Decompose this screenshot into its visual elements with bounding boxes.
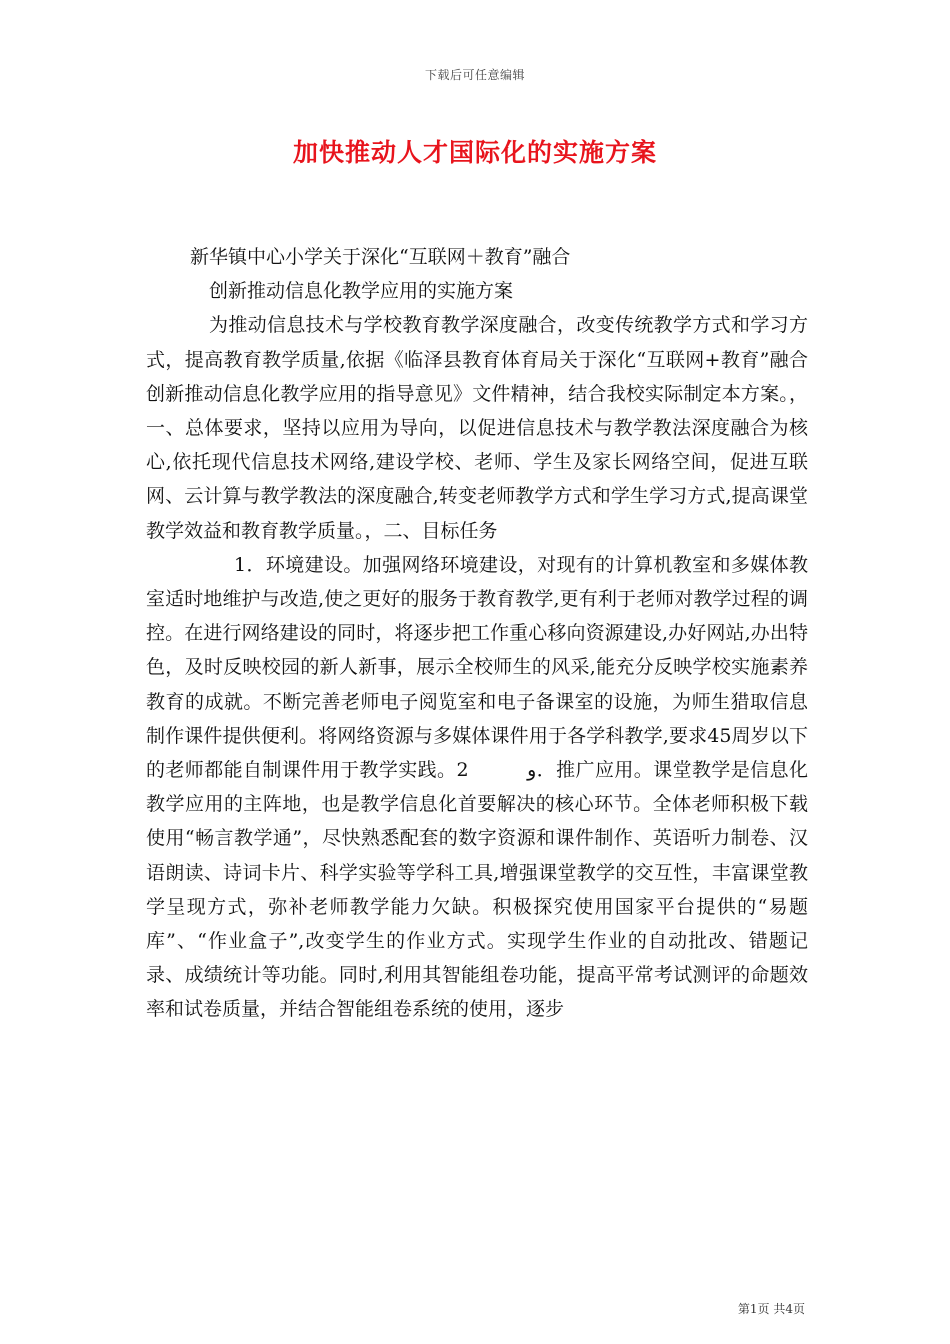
subtitle-line-2: 创新推动信息化教学应用的实施方案 xyxy=(209,280,514,303)
subtitle-line-1: 新华镇中心小学关于深化“互联网＋教育”融合 xyxy=(190,246,571,268)
document-body xyxy=(146,240,808,1027)
header-note: 下载后可任意编辑 xyxy=(424,68,525,82)
document-title: 加快推动人才国际化的实施方案 xyxy=(292,138,657,167)
paragraph-1: 为推动信息技术与学校教育教学深度融合，改变传统教学方式和学习方式，提高教育教学质量,依据《临泽县教育体育局关于深化“互联网+教育”融合创新推动信息化教学应用的指导意见》文件精神，结合我校实际制定本方案。，一、总体要求，坚持以应用为导向，以促进信息技术与教学教法深度融合为核心,依托现代信息技术网络,建设学校、老师、学生及家长网络空间，促进互联网、云计算与教学教法的深度融合,转变老师教学方式和学生学习方式,提高课堂教学效益和教育教学质量。，二、目标任务 xyxy=(146,314,808,542)
page-footer: 第1页 共4页 xyxy=(737,1302,805,1316)
paragraph-2: 1．环境建设。加强网络环境建设，对现有的计算机教室和多媒体教室适时地维护与改造,使之更好的服务于教育教学,更有利于老师对教学过程的调控。在进行网络建设的同时，将逐步把工作重心移向资源建设,办好网站,办出特色，及时反映校园的新人新事，展示全校师生的风采,能充分反映学校实施素养教育的成就。不断完善老师电子阅览室和电子备课室的设施，为师生猎取信息制作课件提供便利。将网络资源与多媒体课件用于各学科教学,要求45周岁以下的老师都能自制课件用于教学实践。2 و．推广应用。课堂教学是信息化教学应用的主阵地，也是教学信息化首要解决的核心环节。全体老师积极下载使用“畅言教学通”，尽快熟悉配套的数字资源和课件制作、英语听力制卷、汉语朗读、诗词卡片、科学实验等学科工具,增强课堂教学的交互性，丰富课堂教学呈现方式，弥补老师教学能力欠缺。积极探究使用国家平台提供的“易题库”、“作业盒子”,改变学生的作业方式。实现学生作业的自动批改、错题记录、成绩统计等功能。同时,利用其智能组卷功能，提高平常考试测评的命题效率和试卷质量，并结合智能组卷系统的使用，逐步 xyxy=(146,553,808,1021)
